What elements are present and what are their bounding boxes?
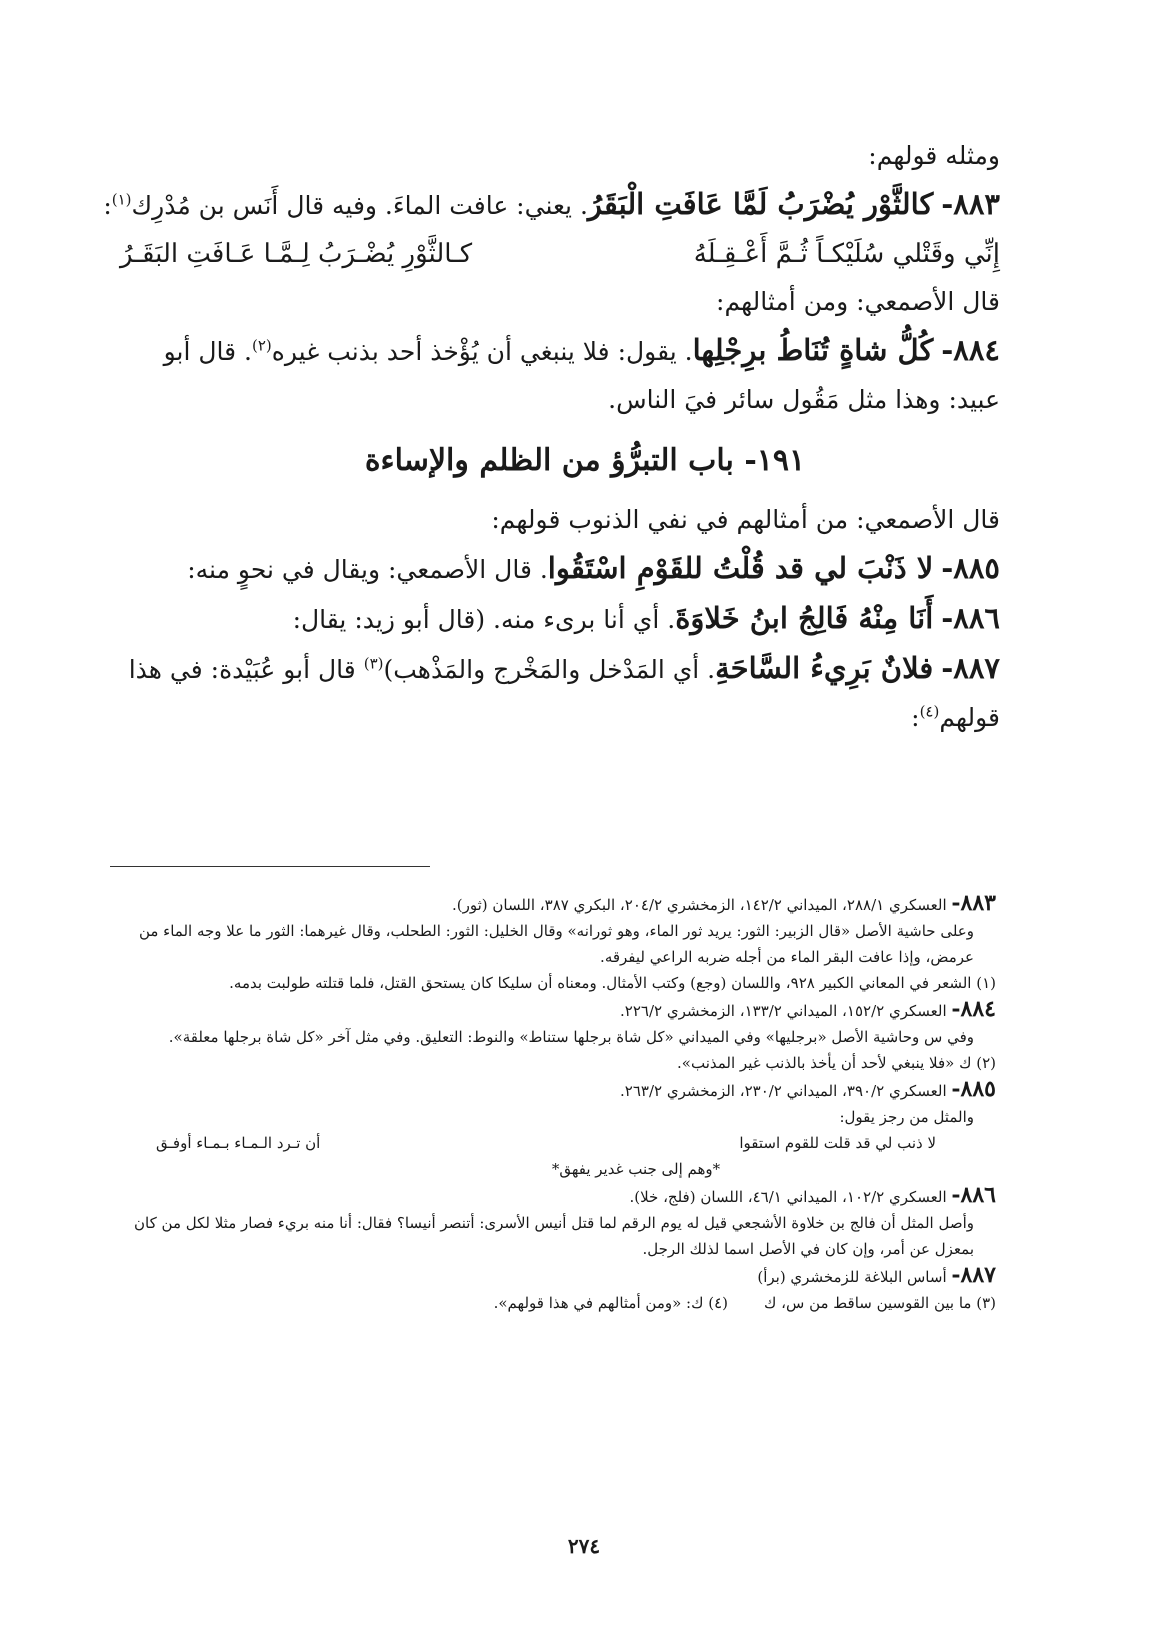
note-884-gloss: وفي س وحاشية الأصل «برجليها» وفي الميداني «كل شاة برجلها ستناط» والنوط: التعليق. وفي مثل آخر «كل شاة برجلها معلقة». bbox=[168, 1028, 974, 1046]
footnote-4: (٤) ك: «ومن أمثالهم في هذا قولهم». bbox=[493, 1294, 729, 1312]
proverb-text: فلانٌ بَرِيءُ السَّاحَةِ bbox=[715, 651, 934, 685]
page-number: ٢٧٤ bbox=[567, 1534, 601, 1558]
entry-comment: . يعني: عافت الماءَ. وفيه قال أَنَس بن مُدْرِك bbox=[131, 191, 588, 220]
footnote-marker-2: (٤) bbox=[919, 702, 940, 721]
note-886 bbox=[116, 1182, 996, 1210]
note-885 bbox=[116, 1076, 996, 1104]
entry-comment-2: . قال أبو عبيد: وهذا مثل مَقُول سائر فيَ الناس. bbox=[163, 337, 1000, 414]
proverb-text: كُلُّ شاةٍ تُنَاطُ برِجْلِها bbox=[692, 333, 934, 367]
entry-comment-2: قال أبو عُبَيْدة: في هذا قولهم bbox=[128, 655, 1000, 732]
footnote-2: (٢) ك «فلا ينبغي لأحد أن يأخذ بالذنب غير المذنب». bbox=[677, 1054, 996, 1072]
entry-883 bbox=[103, 180, 1000, 230]
asmai-line-2: قال الأصمعي: من أمثالهم في نفي الذنوب قولهم: bbox=[491, 505, 1000, 534]
proverb-text: لا ذَنْبَ لي قد قُلْتُ للقَوْمِ اسْتَقُوا bbox=[547, 551, 934, 585]
intro-line: ومثله قولهم: bbox=[868, 141, 1000, 170]
entry-comment: . أي المَدْخل والمَخْرج والمَذْهب) bbox=[383, 655, 716, 684]
note-gloss-line-1: وعلى حاشية الأصل «قال الزبير: الثور: يريد ثور الماء، وهو ثورانه» وقال الخليل: الثور: الطحلب، وقال غيرهما: bbox=[299, 922, 974, 940]
note-883 bbox=[116, 890, 996, 918]
entry-end: : bbox=[911, 703, 920, 732]
footnote-1: (١) الشعر في المعاني الكبير ٩٢٨، واللسان (وجع) وكتب الأمثال. ومعناه أن سليكا كان يستحق القتل، فلما قتلته طولبت بدمه. bbox=[229, 974, 996, 992]
rajaz-end: *وهم إلى جنب غدير يفهق* bbox=[551, 1160, 721, 1178]
note-number: ٨٨٦- bbox=[951, 1182, 996, 1208]
entry-comment: . أي أنا برىء منه. (قال أبو زيد: يقال: bbox=[292, 605, 676, 634]
entry-887 bbox=[110, 644, 1000, 742]
asmai-line-1: قال الأصمعي: ومن أمثالهم: bbox=[716, 287, 1000, 316]
note-refs: أساس البلاغة للزمخشري (برأ) bbox=[757, 1268, 947, 1286]
note-886-gloss: وأصل المثل أن فالج بن خلاوة الأشجعي قيل له يوم الرقم لما قتل أنيس الأسرى: أتنصر أنيسا؟ فقال: أنا منه بريء فصار مثلا لكل من كان بمعزل عن أمر، وإن كان في الأصل اسما لذلك الرجل. bbox=[134, 1214, 974, 1258]
rajaz-first: لا ذنب لي قد قلت للقوم استقوا bbox=[739, 1134, 936, 1152]
footnote-marker: (٣) bbox=[363, 654, 384, 673]
note-refs: العسكري ٣٩٠/٢، الميداني ٢٣٠/٢، الزمخشري ٢٦٣/٢. bbox=[620, 1082, 947, 1100]
note-883-gloss bbox=[116, 918, 996, 970]
entry-884 bbox=[110, 326, 1000, 424]
entry-end: : bbox=[103, 191, 112, 220]
note-gloss-line-2: الثور ما علا وجه الماء من عرمض، وإذا عافت البقر الماء من أجله ضربه الراعي ليفرقه. bbox=[138, 922, 974, 966]
verse-second-hemistich: كـالثَّوْرِ يُضْـرَبُ لِـمَّـا عَـافَتِ البَقَـرُ bbox=[120, 239, 473, 269]
proverb-text: أَنَا مِنْهُ فَالِجُ ابنُ خَلاوَةَ bbox=[675, 601, 934, 635]
entry-885 bbox=[110, 544, 1000, 594]
rajaz-second: أن تـرد الـمـاء بـمـاء أوفـق bbox=[156, 1134, 321, 1152]
note-refs: العسكري ١٠٢/٢، الميداني ٤٦/١، اللسان (فلج، خلا). bbox=[629, 1188, 947, 1206]
footnote-3: (٣) ما بين القوسين ساقط من س، ك bbox=[764, 1294, 996, 1312]
entry-number: ٨٨٤- bbox=[941, 333, 1000, 367]
proverb-text: كالثَّوْر يُضْرَبُ لَمَّا عَافَتِ الْبَقَرُ bbox=[587, 187, 934, 221]
chapter-heading: ١٩١- باب التبرُّؤ من الظلم والإساءة bbox=[364, 443, 806, 478]
note-refs: العسكري ٢٨٨/١، الميداني ١٤٢/٢، الزمخشري ٢٠٤/٢، البكري ٣٨٧، اللسان (ثور). bbox=[451, 896, 947, 914]
verse-line bbox=[110, 230, 1000, 278]
verse-first-hemistich: إِنِّي وقَتْلي سُلَيْكـاً ثُـمَّ أَعْـقِـلَهُ bbox=[693, 239, 1000, 269]
note-number: ٨٨٥- bbox=[951, 1076, 996, 1102]
footnotes bbox=[116, 890, 996, 1316]
note-887 bbox=[116, 1262, 996, 1290]
footnotes-3-4 bbox=[116, 1290, 996, 1316]
note-refs: العسكري ١٥٢/٢، الميداني ١٣٣/٢، الزمخشري ٢٢٦/٢. bbox=[620, 1002, 947, 1020]
note-number: ٨٨٣- bbox=[951, 890, 996, 916]
footnote-marker: (٢) bbox=[251, 336, 272, 355]
entry-comment: . يقول: فلا ينبغي أن يُؤْخذ أحد بذنب غيره bbox=[271, 337, 693, 366]
footnote-marker: (١) bbox=[111, 190, 132, 209]
entry-number: ٨٨٣- bbox=[941, 187, 1000, 221]
entry-number: ٨٨٦- bbox=[941, 601, 1000, 635]
rajaz-verse bbox=[116, 1130, 996, 1156]
entry-comment: . قال الأصمعي: ويقال في نحوٍ منه: bbox=[187, 555, 548, 584]
entry-number: ٨٨٥- bbox=[941, 551, 1000, 585]
footnote-separator bbox=[110, 866, 430, 867]
entry-number: ٨٨٧- bbox=[941, 651, 1000, 685]
main-text bbox=[103, 132, 1000, 742]
note-number: ٨٨٧- bbox=[951, 1262, 996, 1288]
note-885-gloss: والمثل من رجز يقول: bbox=[839, 1108, 974, 1126]
note-number: ٨٨٤- bbox=[951, 996, 996, 1022]
entry-886 bbox=[110, 594, 1000, 644]
note-884 bbox=[116, 996, 996, 1024]
